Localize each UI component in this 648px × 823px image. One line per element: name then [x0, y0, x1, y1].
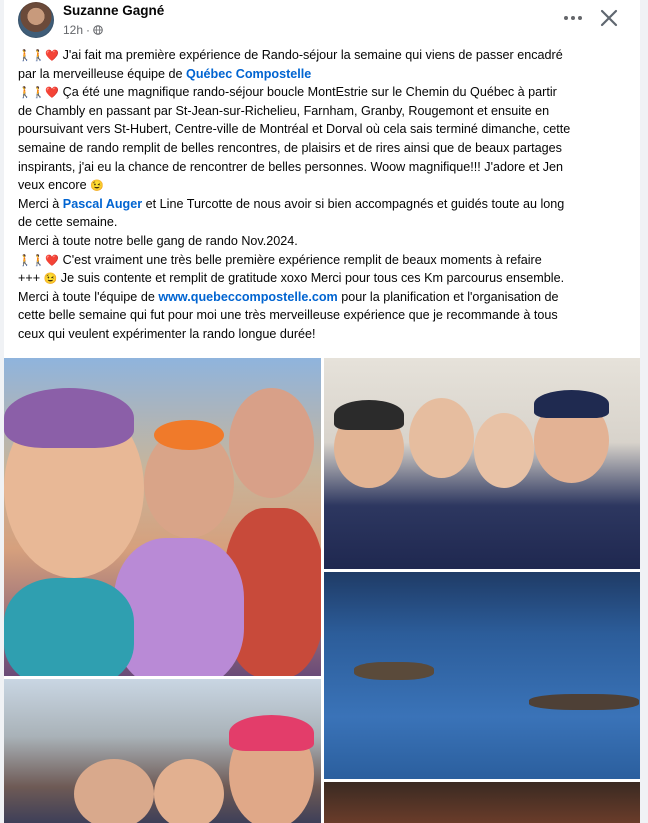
post-line: [18, 102, 630, 121]
wink-emoji-icon: 😉: [90, 180, 104, 193]
post-line: [18, 65, 630, 84]
walker-emoji-icon: 🚶: [18, 50, 32, 62]
post-header: [4, 0, 640, 44]
post-line: [18, 158, 630, 177]
post-meta: [63, 23, 103, 37]
post-text-span: +++: [18, 271, 44, 286]
post-line: [18, 251, 630, 270]
post-text-span: inspirants, j'ai eu la chance de rencontrer de belles personnes. Woow magnifique!!! J'adore et Jen: [18, 159, 564, 174]
post-text-span: cette belle semaine qui fut pour moi une très merveilleuse expérience que je recommande à tous: [18, 308, 558, 323]
more-options-icon: [564, 16, 568, 20]
photo-geese-on-river[interactable]: [324, 572, 640, 779]
post-text-span: Je suis contente et remplit de gratitude xoxo Merci pour tous ces Km parcourus ensemble.: [57, 271, 565, 286]
post-line: [18, 269, 630, 288]
post-text-span: Ça été une magnifique rando-séjour boucle MontEstrie sur le Chemin du Québec à partir: [59, 85, 557, 100]
photo-grid: [4, 358, 640, 823]
post-card: [4, 0, 640, 823]
post-text-span: Merci à: [18, 196, 63, 211]
post-body: [18, 46, 630, 344]
photo-group-indoor[interactable]: [324, 358, 640, 569]
post-text-span: veux encore: [18, 178, 91, 193]
post-text-span: poursuivant vers St-Hubert, Centre-ville de Montréal et Dorval où cela sais terminé dimanche, cette: [18, 122, 571, 137]
walker-emoji-icon: 🚶: [31, 50, 46, 62]
post-text-span: ceux qui veulent expérimenter la rando longue durée!: [18, 326, 316, 341]
walker-emoji-icon: 🚶: [18, 87, 32, 100]
post-line: [18, 306, 630, 325]
post-line: [18, 139, 630, 158]
post-line: [18, 83, 630, 102]
post-text-span: de Chambly en passant par St-Jean-sur-Richelieu, Farnham, Granby, Rougemont et ensuite en: [18, 103, 550, 118]
post-text-span: C'est vraiment une très belle première expérience remplit de beaux moments à refaire: [59, 252, 542, 267]
wink-emoji-icon: 😉: [43, 273, 58, 286]
heart-emoji-icon: ❤️: [45, 50, 60, 62]
more-options-button[interactable]: [559, 6, 587, 30]
post-line: [18, 288, 630, 307]
post-text-span: et Line Turcotte de nous avoir si bien accompagnés et guidés toute au long: [142, 196, 565, 211]
more-options-dot: [571, 16, 575, 20]
post-text-span: Merci à toute l'équipe de: [18, 289, 159, 304]
post-text-span: de cette semaine.: [18, 215, 118, 230]
post-link[interactable]: Québec Compostelle: [186, 66, 312, 81]
more-options-dot: [578, 16, 582, 20]
author-avatar[interactable]: [18, 2, 54, 38]
heart-emoji-icon: ❤️: [45, 254, 60, 267]
post-text-span: semaine de rando remplit de belles rencontres, de plaisirs et de rires ainsi que de beaux partages: [18, 140, 562, 155]
meta-separator: ·: [86, 23, 91, 37]
post-line: [18, 46, 630, 65]
photo-more[interactable]: [324, 782, 640, 823]
post-link[interactable]: Pascal Auger: [62, 196, 143, 211]
heart-emoji-icon: ❤️: [45, 87, 60, 100]
walker-emoji-icon: 🚶: [18, 254, 32, 267]
photo-selfie-three-hikers[interactable]: [4, 358, 321, 676]
post-text-span: Merci à toute notre belle gang de rando Nov.2024.: [18, 233, 298, 248]
globe-icon: [93, 25, 103, 35]
close-icon[interactable]: [597, 6, 621, 30]
post-line: [18, 232, 630, 251]
author-name[interactable]: Suzanne Gagné: [63, 3, 165, 18]
walker-emoji-icon: 🚶: [31, 254, 46, 267]
photo-selfie-forest[interactable]: [4, 679, 321, 823]
post-link[interactable]: www.quebeccompostelle.com: [158, 289, 338, 304]
walker-emoji-icon: 🚶: [31, 87, 46, 100]
post-line: [18, 120, 630, 139]
post-line: [18, 325, 630, 344]
post-line: [18, 213, 630, 232]
post-text-span: pour la planification et l'organisation de: [337, 289, 559, 304]
post-time[interactable]: 12h: [63, 23, 84, 37]
post-line: [18, 195, 630, 214]
post-text-span: J'ai fait ma première expérience de Rando-séjour la semaine qui viens de passer encadré: [59, 48, 563, 62]
post-line: [18, 176, 630, 195]
post-text-span: par la merveilleuse équipe de: [18, 66, 187, 81]
